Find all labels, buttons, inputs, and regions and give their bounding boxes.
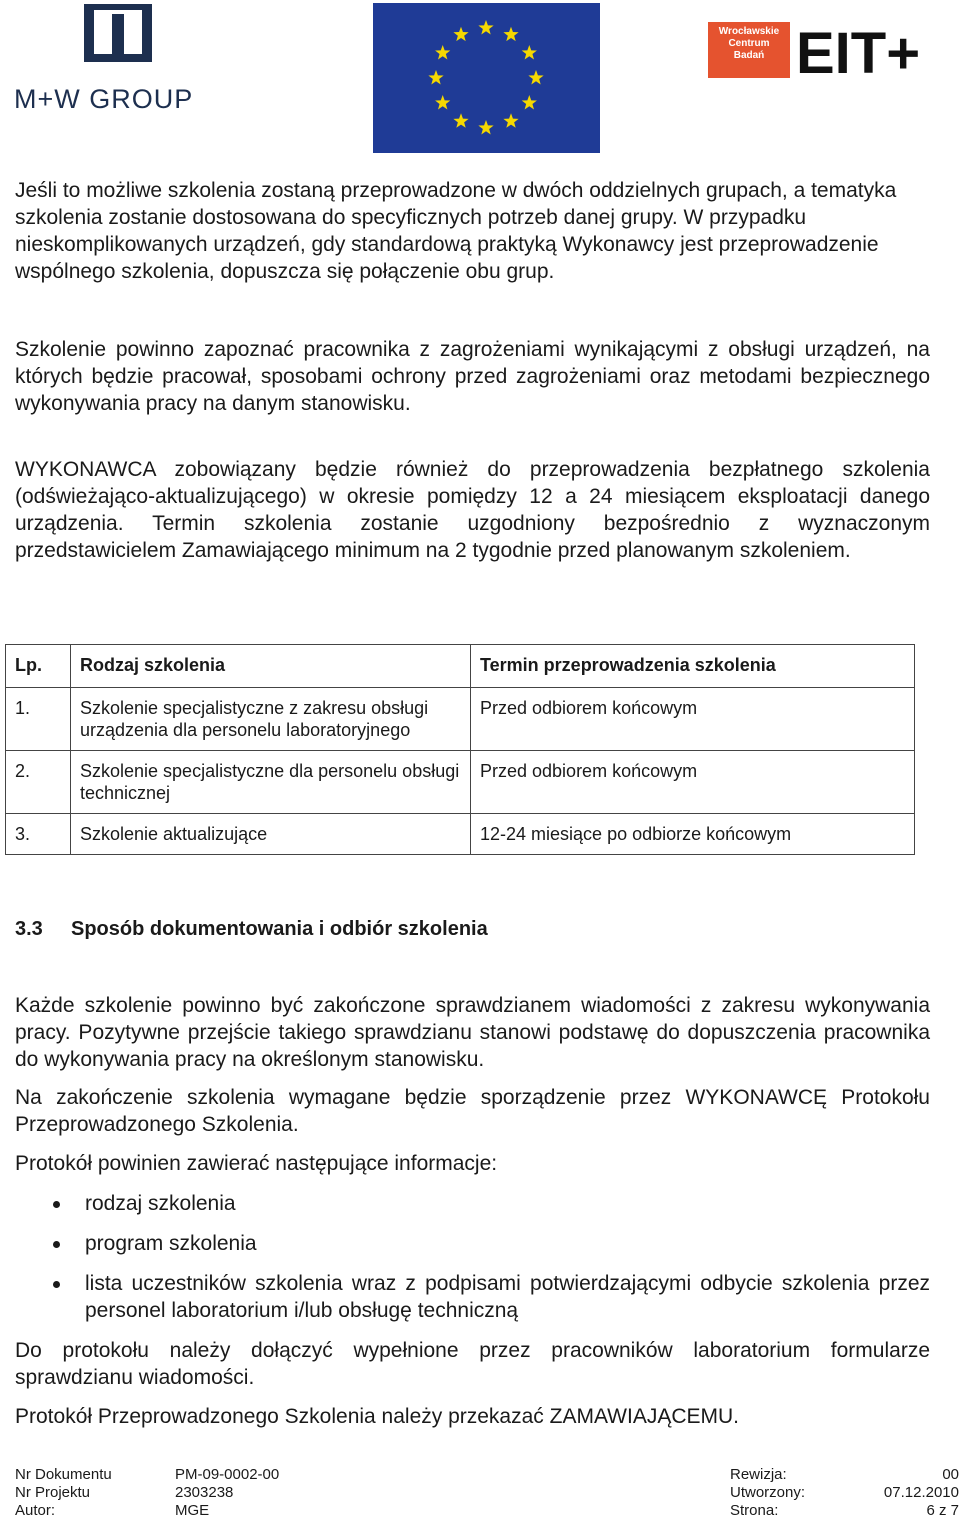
cell-lp: 2.: [6, 751, 71, 814]
table-row: [6, 688, 915, 751]
protocol-info-list: [15, 1190, 930, 1337]
wroclawskie-centrum-badan-box: [708, 22, 790, 78]
paragraph-protocol: Na zakończenie szkolenia wymagane będzie sporządzenie przez WYKONAWCĘ Protokołu Przeprowadzonego Szkolenia.: [15, 1086, 930, 1136]
table-header-row: [6, 645, 915, 688]
bullet-icon: [53, 1241, 60, 1248]
table-row: [6, 751, 915, 814]
wcb-line-2: Centrum: [728, 38, 770, 49]
footer-value: 6 z 7: [926, 1502, 959, 1519]
table-row: [6, 814, 915, 855]
wcb-line-1: Wrocławskie: [718, 26, 780, 37]
cell-rodzaj: Szkolenie specjalistyczne dla personelu obsługi technicznej: [71, 751, 471, 814]
paragraph-protocol-contents: Protokół powinien zawierać następujące informacje:: [15, 1152, 498, 1175]
cell-rodzaj: Szkolenie specjalistyczne z zakresu obsługi urządzenia dla personelu laboratoryjnego: [71, 688, 471, 751]
list-item-text: rodzaj szkolenia: [85, 1192, 236, 1215]
training-table: [5, 644, 915, 855]
list-item: [15, 1190, 930, 1217]
document-footer: [15, 1466, 959, 1520]
eit-text: EIT+: [796, 22, 921, 78]
header-rodzaj: Rodzaj szkolenia: [71, 645, 471, 688]
paragraph-handover: Protokół Przeprowadzonego Szkolenia należy przekazać ZAMAWIAJĄCEMU.: [15, 1405, 740, 1428]
eu-flag-logo: [373, 3, 600, 153]
eit-plus-logo: [708, 22, 950, 78]
cell-termin: Przed odbiorem końcowym: [471, 751, 915, 814]
mw-group-logo: [14, 4, 224, 114]
mw-group-wordmark: M+W GROUP: [14, 84, 194, 114]
section-title: Sposób dokumentowania i odbiór szkolenia: [71, 918, 488, 940]
cell-lp: 1.: [6, 688, 71, 751]
bullet-icon: [53, 1281, 60, 1288]
footer-label: Utworzony:: [730, 1484, 806, 1501]
paragraph-attachments: Do protokołu należy dołączyć wypełnione przez pracowników laboratorium formularze sprawdzianu wiadomości.: [15, 1339, 930, 1389]
list-item: [15, 1270, 930, 1324]
header-termin: Termin przeprowadzenia szkolenia: [471, 645, 915, 688]
list-item-text: lista uczestników szkolenia wraz z podpisami potwierdzającymi odbycie szkolenia przez personel laboratorium i/lub obsługę techniczną: [85, 1272, 930, 1322]
footer-value: PM-09-0002-00: [175, 1466, 280, 1483]
section-number: 3.3: [15, 918, 43, 940]
eit-wordmark: [794, 22, 950, 78]
footer-label: Nr Projektu: [15, 1484, 91, 1501]
cell-rodzaj: Szkolenie aktualizujące: [71, 814, 471, 855]
list-item-text: program szkolenia: [85, 1232, 257, 1255]
footer-value: MGE: [175, 1502, 210, 1519]
paragraph-groups: Jeśli to możliwe szkolenia zostaną przeprowadzone w dwóch oddzielnych grupach, a tematyka szkolenia zostanie dostosowana do specyficznych potrzeb danej grupy. W przypadku nieskomplikowanych urządzeń, gdy standardową praktyką Wykonawcy jest przeprowadzenie wspólnego szkolenia, dopuszcza się połączenie obu grup.: [15, 179, 897, 283]
paragraph-exam: Każde szkolenie powinno być zakończone sprawdzianem wiadomości z zakresu wykonywania pracy. Pozytywne przejście takiego sprawdzianu stanowi podstawę do dopuszczenia pracownika do wykonywania pracy na określonym stanowisku.: [15, 994, 930, 1071]
footer-label: Autor:: [15, 1502, 56, 1519]
cell-termin: Przed odbiorem końcowym: [471, 688, 915, 751]
wcb-line-3: Badań: [733, 50, 765, 61]
footer-row: [15, 1466, 959, 1484]
footer-label: Rewizja:: [730, 1466, 787, 1483]
footer-label: Nr Dokumentu: [15, 1466, 112, 1483]
paragraph-refresh-training: WYKONAWCA zobowiązany będzie również do przeprowadzenia bezpłatnego szkolenia (odświeżająco-aktualizującego) w okresie pomiędzy 12 a 24 miesiącem eksploatacji danego urządzenia. Termin szkolenia zostanie uzgodniony bezpośrednio z wyznaczonym przedstawicielem Zamawiającego minimum na 2 tygodnie przed planowanym szkoleniem.: [15, 458, 930, 562]
footer-value: 00: [942, 1466, 959, 1483]
section-heading: [15, 918, 488, 941]
footer-value: 2303238: [175, 1484, 234, 1501]
list-item: [15, 1230, 930, 1257]
footer-label: Strona:: [730, 1502, 779, 1519]
cell-termin: 12-24 miesiące po odbiorze końcowym: [471, 814, 915, 855]
footer-row: [15, 1484, 959, 1502]
footer-value: 07.12.2010: [883, 1484, 959, 1501]
footer-row: [15, 1502, 959, 1520]
paragraph-hazards: Szkolenie powinno zapoznać pracownika z zagrożeniami wynikającymi z obsługi urządzeń, na których będzie pracował, sposobami ochrony przed zagrożeniami oraz metodami bezpiecznego wykonywania pracy na danym stanowisku.: [15, 338, 930, 415]
cell-lp: 3.: [6, 814, 71, 855]
header-logos: [0, 0, 960, 160]
bullet-icon: [53, 1201, 60, 1208]
header-lp: Lp.: [6, 645, 71, 688]
